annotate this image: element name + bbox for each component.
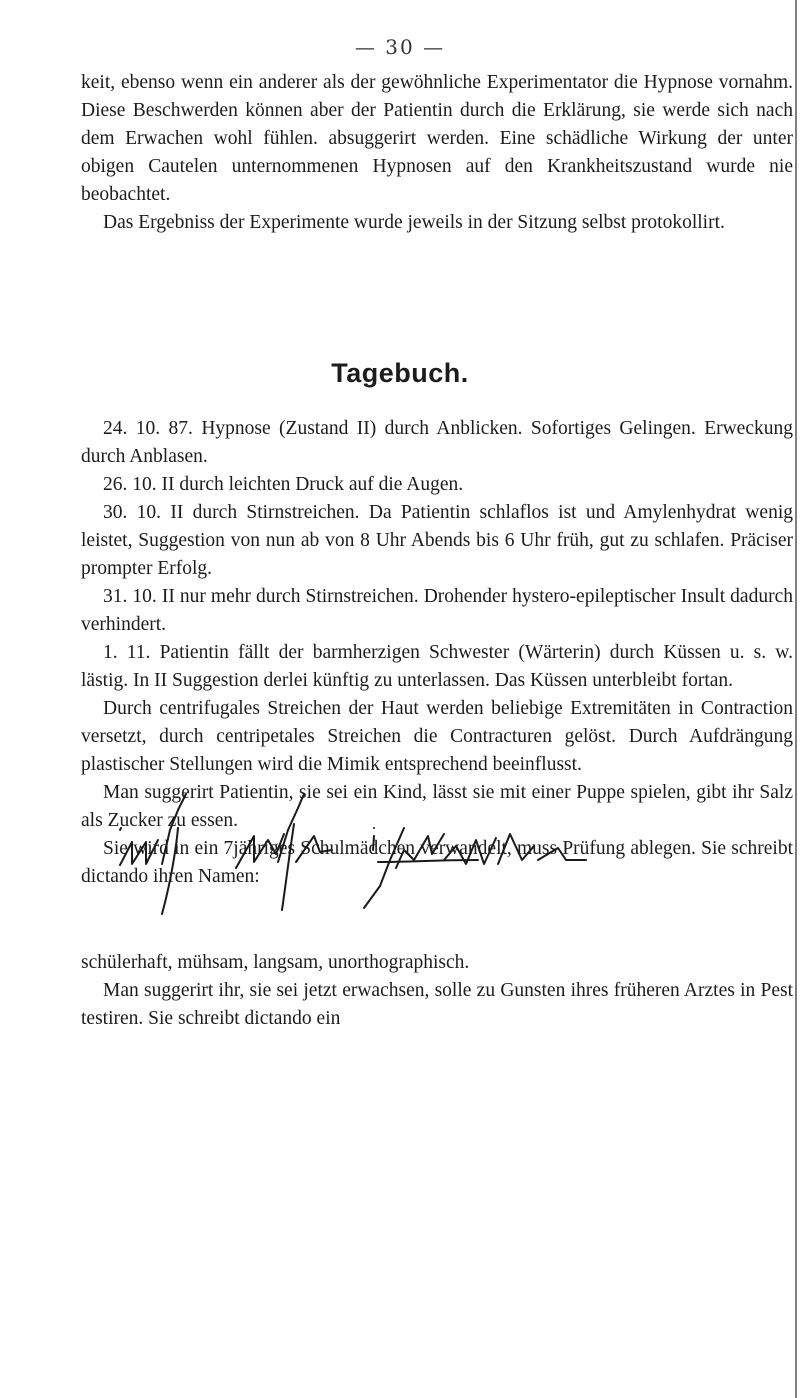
page-number: — 30 — <box>354 35 446 59</box>
text-block-intro <box>81 69 793 237</box>
paragraph: keit, ebenso wenn ein anderer als der gewöhnliche Experimentator die Hypnose vornahm. Diese Beschwerden können aber der Patientin durch die Erklärung, sie werde sich nach dem Erwachen wohl fühlen. absuggerirt werden. Eine schädliche Wirkung der unter obigen Cautelen unternommenen Hypnosen auf den Krankheitszustand wurde nie beobachtet. <box>81 72 793 205</box>
paragraph: schülerhaft, mühsam, langsam, unorthographisch. <box>81 952 470 973</box>
diary-entry: 1. 11. Patientin fällt der barmherzigen Schwester (Wärterin) durch Küssen u. s. w. lästig. In II Suggestion derlei künftig zu unterlassen. Das Küssen unterbleibt fortan. <box>81 642 793 691</box>
text-block-after-signature <box>81 949 793 1033</box>
section-heading: Tagebuch. <box>331 358 469 388</box>
diary-entry: 24. 10. 87. Hypnose (Zustand II) durch Anblicken. Sofortiges Gelingen. Erweckung durch Anblasen. <box>81 418 793 467</box>
paragraph: Man suggerirt ihr, sie sei jetzt erwachsen, solle zu Gunsten ihres früheren Arztes in Pest testiren. Sie schreibt dictando ein <box>81 980 793 1029</box>
paragraph: Durch centrifugales Streichen der Haut werden beliebige Extremitäten in Contraction versetzt, durch centripetales Streichen die Contracturen gelöst. Durch Aufdrängung plastischer Stellungen wird die Mimik entsprechend beeinflusst. <box>81 698 793 775</box>
paragraph: Man suggerirt Patientin, sie sei ein Kind, lässt sie mit einer Puppe spielen, gibt ihr Salz als Zucker zu essen. <box>81 782 793 831</box>
handwritten-signature <box>118 790 648 920</box>
diary-entry: 31. 10. II nur mehr durch Stirnstreichen. Drohender hystero-epileptischer Insult dadurch verhindert. <box>81 586 793 635</box>
page-edge-binding <box>790 0 800 1398</box>
diary-entry: 30. 10. II durch Stirnstreichen. Da Patientin schlaflos ist und Amylenhydrat wenig leistet, Suggestion von nun ab von 8 Uhr Abends bis 6 Uhr früh, gut zu schlafen. Präciser prompter Erfolg. <box>81 502 793 579</box>
diary-entry: 26. 10. II durch leichten Druck auf die Augen. <box>103 474 464 495</box>
paragraph: Sie wird in ein 7jähriges Schulmädchen verwandelt, muss Prüfung ablegen. Sie schreibt dictando ihren Namen: <box>81 838 793 887</box>
paragraph: Das Ergebniss der Experimente wurde jeweils in der Sitzung selbst protokollirt. <box>103 212 725 233</box>
